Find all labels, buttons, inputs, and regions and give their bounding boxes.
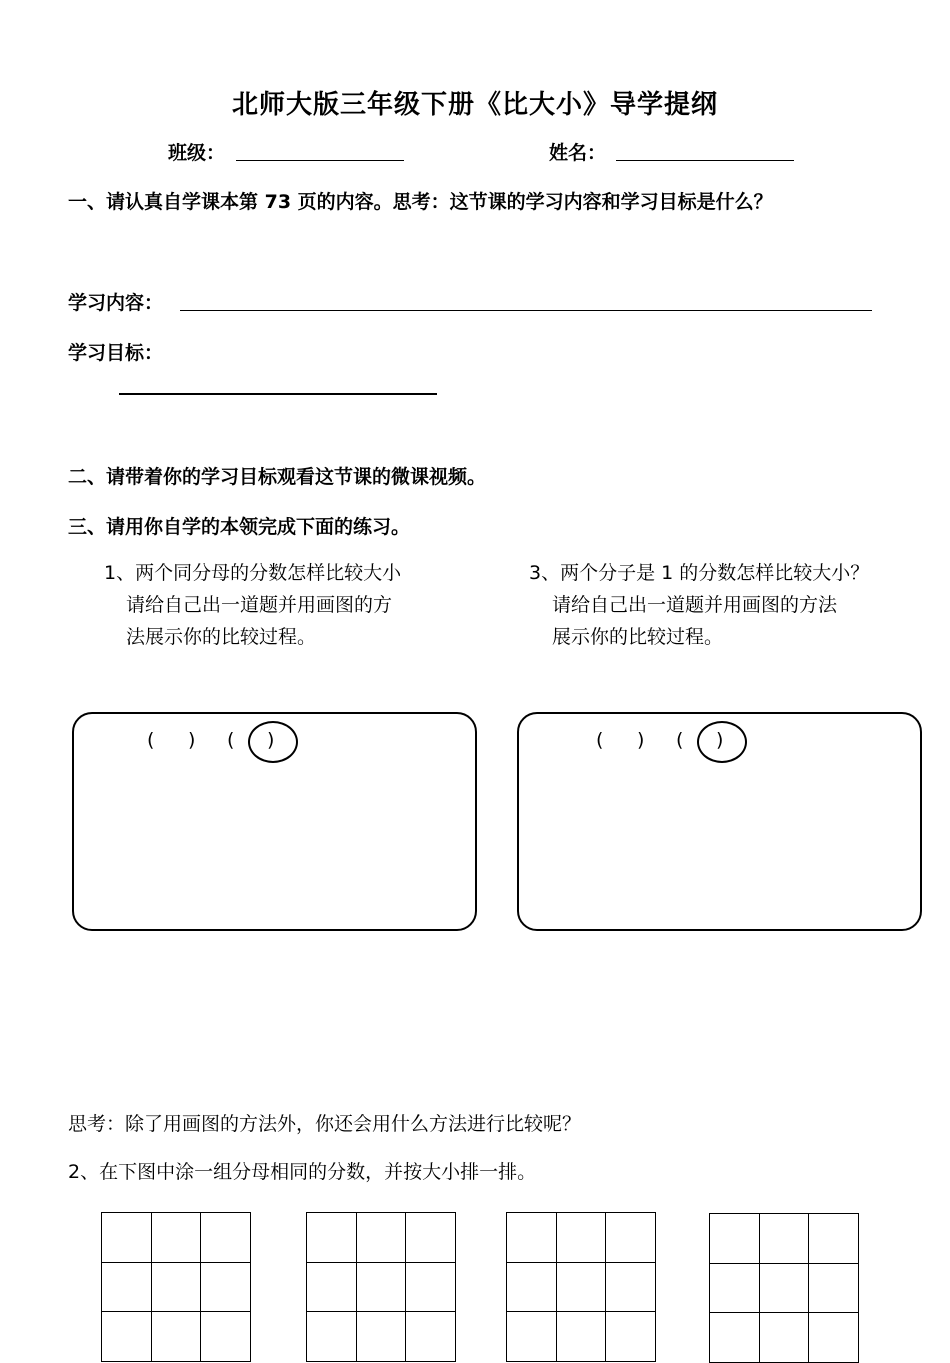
class-label: 班级： <box>168 142 226 164</box>
page-title: 北师大版三年级下册《比大小》导学提纲 <box>231 90 718 120</box>
section1-heading: 一、请认真自学课本第 73 页的内容。思考：这节课的学习内容和学习目标是什么？ <box>68 191 773 213</box>
paren-close: ) <box>637 729 645 751</box>
question-1-line-3: 法展示你的比较过程。 <box>126 626 317 648</box>
question-3-line-2: 请给自己出一道题并用画图的方法 <box>552 594 838 616</box>
question-1-line-1: 1、两个同分母的分数怎样比较大小 <box>104 562 402 584</box>
class-field[interactable] <box>236 160 404 161</box>
paren-open: ( <box>227 729 235 751</box>
question-2: 2、在下图中涂一组分母相同的分数，并按大小排一排。 <box>68 1161 537 1183</box>
name-field[interactable] <box>616 160 794 161</box>
section3-heading: 三、请用你自学的本领完成下面的练习。 <box>68 516 411 538</box>
learning-content-field[interactable] <box>180 310 872 311</box>
paren-open: ( <box>596 729 604 751</box>
question-1-line-2: 请给自己出一道题并用画图的方 <box>126 594 393 616</box>
name-label: 姓名： <box>549 142 607 164</box>
paren-close: ) <box>267 729 275 751</box>
think-prompt: 思考：除了用画图的方法外，你还会用什么方法进行比较呢？ <box>68 1113 582 1135</box>
fraction-grid-4[interactable] <box>709 1213 859 1363</box>
fraction-grid-2[interactable] <box>306 1212 456 1362</box>
learning-content-label: 学习内容： <box>68 292 164 314</box>
section2-heading: 二、请带着你的学习目标观看这节课的微课视频。 <box>68 466 487 488</box>
paren-open: ( <box>147 729 155 751</box>
question-3-line-1: 3、两个分子是 1 的分数怎样比较大小？ <box>529 562 870 584</box>
fraction-grid-3[interactable] <box>506 1212 656 1362</box>
learning-goal-label: 学习目标： <box>68 342 164 364</box>
paren-close: ) <box>188 729 196 751</box>
fraction-grid-1[interactable] <box>101 1212 251 1362</box>
learning-goal-field[interactable] <box>119 393 437 395</box>
paren-close: ) <box>716 729 724 751</box>
paren-open: ( <box>676 729 684 751</box>
question-3-line-3: 展示你的比较过程。 <box>552 626 724 648</box>
